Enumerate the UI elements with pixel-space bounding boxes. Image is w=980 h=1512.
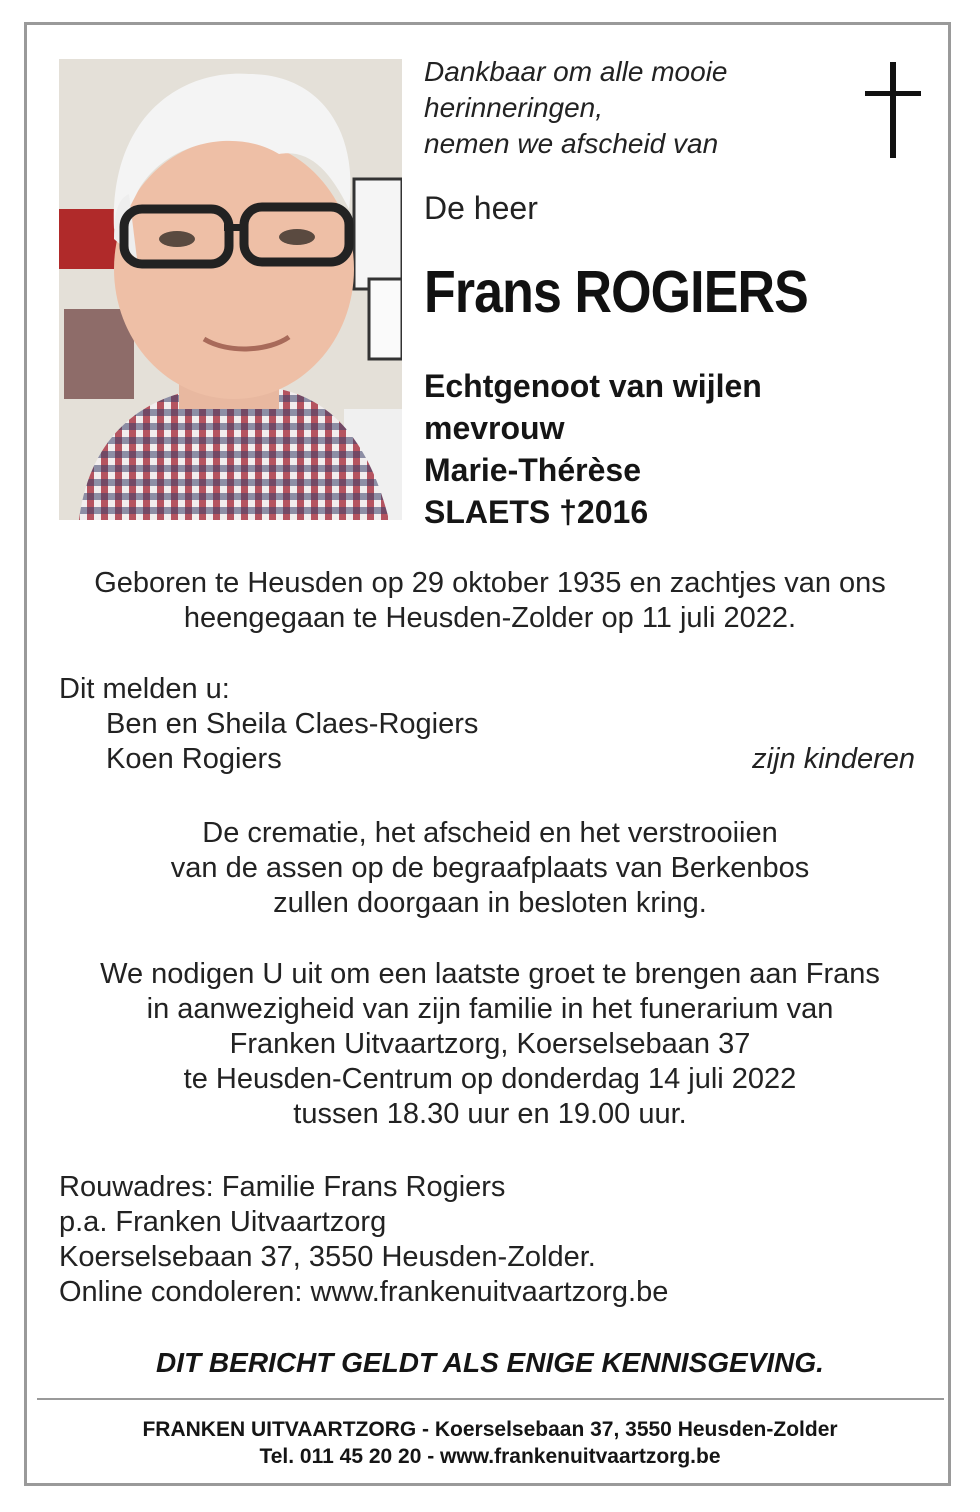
mourning-address [59,1170,668,1310]
divider [37,1398,944,1400]
invitation-line: We nodigen U uit om een laatste groet te brengen aan Frans [100,958,880,990]
invitation-info [40,957,940,1132]
invitation-line: te Heusden-Centrum op donderdag 14 juli 2022 [183,1063,797,1095]
invitation-line: Franken Uitvaartzorg, Koerselsebaan 37 [229,1028,751,1060]
cremation-line: van de assen op de begraafplaats van Berkenbos [170,852,810,884]
address-line: p.a. Franken Uitvaartzorg [59,1206,387,1238]
sole-notice: DIT BERICHT GELDT ALS ENIGE KENNISGEVING. [156,1347,824,1378]
birth-line: Geboren te Heusden op 29 oktober 1935 en zachtjes van ons [94,567,886,599]
spouse-info [424,365,762,533]
spouse-line: Echtgenoot van wijlen [424,368,762,404]
intro-line: herinneringen, [424,92,604,123]
portrait-photo [59,59,402,520]
footer-line: FRANKEN UITVAARTZORG - Koerselsebaan 37, 3550 Heusden-Zolder [142,1418,838,1441]
intro-line: nemen we afscheid van [424,128,719,159]
intro-text [424,54,728,162]
birth-line: heengegaan te Heusden-Zolder op 11 juli 2022. [183,602,797,634]
spouse-line: mevrouw [424,410,565,446]
invitation-line: tussen 18.30 uur en 19.00 uur. [293,1098,687,1130]
address-line: Rouwadres: Familie Frans Rogiers [59,1171,506,1203]
announce-heading: Dit melden u: [59,673,230,705]
family-member: Ben en Sheila Claes-Rogiers [106,708,479,740]
spouse-line: Marie-Thérèse [424,452,641,488]
latin-cross-icon [863,62,923,160]
deceased-name: Frans ROGIERS [424,259,808,325]
announcement [59,672,919,777]
cremation-line: De crematie, het afscheid en het verstrooiien [202,817,778,849]
invitation-line: in aanwezigheid van zijn familie in het funerarium van [146,993,834,1025]
birth-death-info [40,566,940,636]
funeral-home-footer [40,1416,940,1470]
intro-line: Dankbaar om alle mooie [424,56,728,87]
footer-line: Tel. 011 45 20 20 - www.frankenuitvaartzorg.be [259,1445,721,1468]
relation-label: zijn kinderen [752,743,915,775]
cremation-line: zullen doorgaan in besloten kring. [273,887,707,919]
address-line: Online condoleren: www.frankenuitvaartzorg.be [59,1276,669,1308]
salutation: De heer [424,190,538,226]
family-member: Koen Rogiers [106,743,282,775]
cremation-info [40,816,940,921]
address-line: Koerselsebaan 37, 3550 Heusden-Zolder. [59,1241,596,1273]
spouse-line: SLAETS †2016 [424,494,649,530]
